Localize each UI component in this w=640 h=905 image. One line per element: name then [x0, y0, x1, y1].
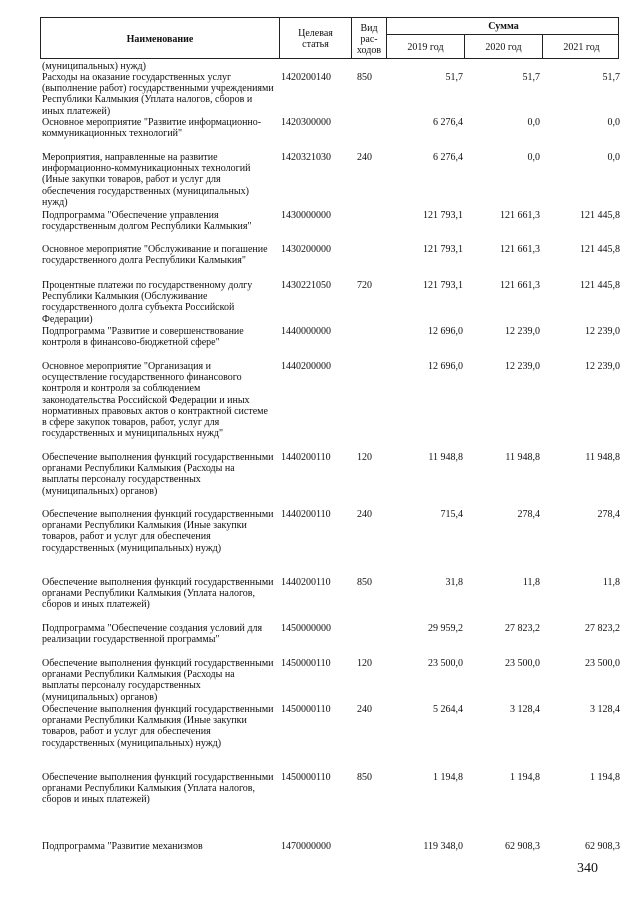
- row-name: Расходы на оказание государственных услуг (выполнение работ) государственными учреждениями Республики Калмыкия (Уплата налогов, сборов и иных платежей): [42, 72, 277, 117]
- row-target-article: 1450000000: [281, 623, 331, 634]
- row-target-article: 1440200110: [281, 509, 331, 520]
- row-name: Обеспечение выполнения функций государственными органами Республики Калмыкия (Уплата налогов, сборов и иных платежей): [42, 577, 277, 611]
- header-name: Наименование: [126, 33, 194, 45]
- header-sum: Сумма: [488, 20, 519, 32]
- row-name: Подпрограмма "Развитие механизмов: [42, 841, 203, 852]
- row-expense-type: 850: [357, 577, 372, 588]
- row-sum-2020: 12 239,0: [505, 361, 540, 372]
- row-sum-2020: 0,0: [527, 117, 540, 128]
- row-name: Подпрограмма "Обеспечение управления государственным долгом Республики Калмыкия": [42, 210, 252, 233]
- row-sum-2019: 6 276,4: [433, 117, 463, 128]
- row-sum-2020: 121 661,3: [500, 210, 540, 221]
- row-sum-2020: 27 823,2: [505, 623, 540, 634]
- row-target-article: 1450000110: [281, 658, 331, 669]
- row-sum-2019: 121 793,1: [423, 280, 463, 291]
- row-name: Подпрограмма "Обеспечение создания условий для реализации государственной программы": [42, 623, 265, 646]
- row-name: Обеспечение выполнения функций государственными органами Республики Калмыкия (Расходы на выплаты персоналу государственных (муниципальных) органов): [42, 452, 277, 497]
- row-sum-2021: 278,4: [597, 509, 620, 520]
- row-target-article: 1420200140: [281, 72, 331, 83]
- table-header: [40, 17, 619, 59]
- row-name: Обеспечение выполнения функций государственными органами Республики Калмыкия (Уплата налогов, сборов и иных платежей): [42, 772, 277, 806]
- row-sum-2019: 121 793,1: [423, 244, 463, 255]
- row-name: (муниципальных) нужд): [42, 61, 146, 72]
- table-row: [0, 72, 640, 117]
- row-target-article: 1440200110: [281, 577, 331, 588]
- row-expense-type: 240: [357, 152, 372, 163]
- table-row: [0, 452, 640, 509]
- row-target-article: 1440200110: [281, 452, 331, 463]
- row-sum-2021: 51,7: [602, 72, 620, 83]
- table-row: [0, 704, 640, 772]
- row-target-article: 1450000110: [281, 704, 331, 715]
- row-sum-2021: 12 239,0: [585, 361, 620, 372]
- row-sum-2019: 121 793,1: [423, 210, 463, 221]
- row-name: Обеспечение выполнения функций государственными органами Республики Калмыкия (Расходы на выплаты персоналу государственных (муниципальных) органов): [42, 658, 277, 703]
- row-target-article: 1420300000: [281, 117, 331, 128]
- row-expense-type: 850: [357, 72, 372, 83]
- row-sum-2019: 23 500,0: [428, 658, 463, 669]
- row-sum-2019: 51,7: [445, 72, 463, 83]
- row-sum-2020: 11 948,8: [505, 452, 540, 463]
- row-sum-2019: 715,4: [440, 509, 463, 520]
- row-expense-type: 120: [357, 452, 372, 463]
- row-name: Основное мероприятие "Организация и осуществление государственного финансового контроля и контроля за соблюдением законодательства Российской Федерации и иных нормативных правовых актов о контрактной системе в сфере закупок товаров, работ, услуг для государственных и муниципальных нужд": [42, 361, 271, 440]
- row-sum-2020: 23 500,0: [505, 658, 540, 669]
- row-name: Процентные платежи по государственному долгу Республики Калмыкия (Обслуживание государственного долга субъекта Российской Федерации): [42, 280, 255, 325]
- row-sum-2020: 0,0: [527, 152, 540, 163]
- row-sum-2019: 29 959,2: [428, 623, 463, 634]
- row-name: Мероприятия, направленные на развитие информационно-коммуникационных технологий (Иные закупки товаров, работ и услуг для обеспечения государственных (муниципальных) нужд): [42, 152, 253, 208]
- row-target-article: 1430200000: [281, 244, 331, 255]
- table-row: [0, 658, 640, 704]
- row-name: Обеспечение выполнения функций государственными органами Республики Калмыкия (Иные закупки товаров, работ и услуг для обеспечения государственных (муниципальных) нужд): [42, 509, 277, 554]
- row-sum-2019: 12 696,0: [428, 361, 463, 372]
- table-row: [0, 623, 640, 659]
- table-row: [0, 772, 640, 817]
- row-sum-2019: 6 276,4: [433, 152, 463, 163]
- row-sum-2021: 3 128,4: [590, 704, 620, 715]
- row-expense-type: 850: [357, 772, 372, 783]
- row-expense-type: 120: [357, 658, 372, 669]
- table-row: [0, 210, 640, 245]
- row-target-article: 1440200000: [281, 361, 331, 372]
- row-name: Обеспечение выполнения функций государственными органами Республики Калмыкия (Иные закупки товаров, работ и услуг для обеспечения государственных (муниципальных) нужд): [42, 704, 277, 749]
- row-expense-type: 720: [357, 280, 372, 291]
- row-sum-2021: 12 239,0: [585, 326, 620, 337]
- row-sum-2021: 121 445,8: [580, 210, 620, 221]
- row-sum-2021: 121 445,8: [580, 244, 620, 255]
- table-row: [0, 361, 640, 452]
- table-row: [0, 326, 640, 361]
- row-sum-2019: 12 696,0: [428, 326, 463, 337]
- row-target-article: 1440000000: [281, 326, 331, 337]
- row-sum-2020: 51,7: [522, 72, 540, 83]
- page-number: 340: [577, 861, 598, 876]
- row-sum-2021: 11 948,8: [585, 452, 620, 463]
- row-sum-2019: 31,8: [445, 577, 463, 588]
- row-sum-2020: 278,4: [517, 509, 540, 520]
- table-row: [0, 117, 640, 152]
- row-sum-2021: 23 500,0: [585, 658, 620, 669]
- header-expense-type: Вид рас-ходов: [356, 22, 382, 56]
- row-target-article: 1470000000: [281, 841, 331, 852]
- table-row: [0, 577, 640, 623]
- row-sum-2021: 27 823,2: [585, 623, 620, 634]
- table-row: [0, 244, 640, 279]
- row-sum-2019: 5 264,4: [433, 704, 463, 715]
- row-sum-2019: 1 194,8: [433, 772, 463, 783]
- row-sum-2021: 1 194,8: [590, 772, 620, 783]
- table-row: [0, 841, 640, 857]
- header-year-2019: 2019 год: [407, 42, 444, 53]
- row-target-article: 1420321030: [281, 152, 331, 163]
- row-target-article: 1430221050: [281, 280, 331, 291]
- row-sum-2021: 0,0: [607, 152, 620, 163]
- row-sum-2021: 121 445,8: [580, 280, 620, 291]
- row-sum-2021: 11,8: [602, 577, 620, 588]
- row-sum-2020: 3 128,4: [510, 704, 540, 715]
- row-sum-2020: 121 661,3: [500, 244, 540, 255]
- row-target-article: 1450000110: [281, 772, 331, 783]
- table-row: [0, 152, 640, 209]
- row-expense-type: 240: [357, 704, 372, 715]
- row-name: Подпрограмма "Развитие и совершенствование контроля в финансово-бюджетной сфере": [42, 326, 247, 349]
- row-target-article: 1430000000: [281, 210, 331, 221]
- table-row: [0, 509, 640, 577]
- header-target-article: Целевая статья: [298, 28, 333, 50]
- header-year-2020: 2020 год: [485, 42, 522, 53]
- row-sum-2021: 0,0: [607, 117, 620, 128]
- row-sum-2019: 119 348,0: [423, 841, 463, 852]
- header-year-2021: 2021 год: [563, 42, 600, 53]
- row-sum-2020: 11,8: [522, 577, 540, 588]
- row-sum-2021: 62 908,3: [585, 841, 620, 852]
- row-sum-2019: 11 948,8: [428, 452, 463, 463]
- row-sum-2020: 12 239,0: [505, 326, 540, 337]
- row-expense-type: 240: [357, 509, 372, 520]
- row-name: Основное мероприятие "Развитие информационно-коммуникационных технологий": [42, 117, 262, 140]
- table-row: [0, 280, 640, 326]
- row-sum-2020: 121 661,3: [500, 280, 540, 291]
- row-name: Основное мероприятие "Обслуживание и погашение государственного долга Республики Калмыкия": [42, 244, 271, 267]
- row-sum-2020: 1 194,8: [510, 772, 540, 783]
- row-sum-2020: 62 908,3: [505, 841, 540, 852]
